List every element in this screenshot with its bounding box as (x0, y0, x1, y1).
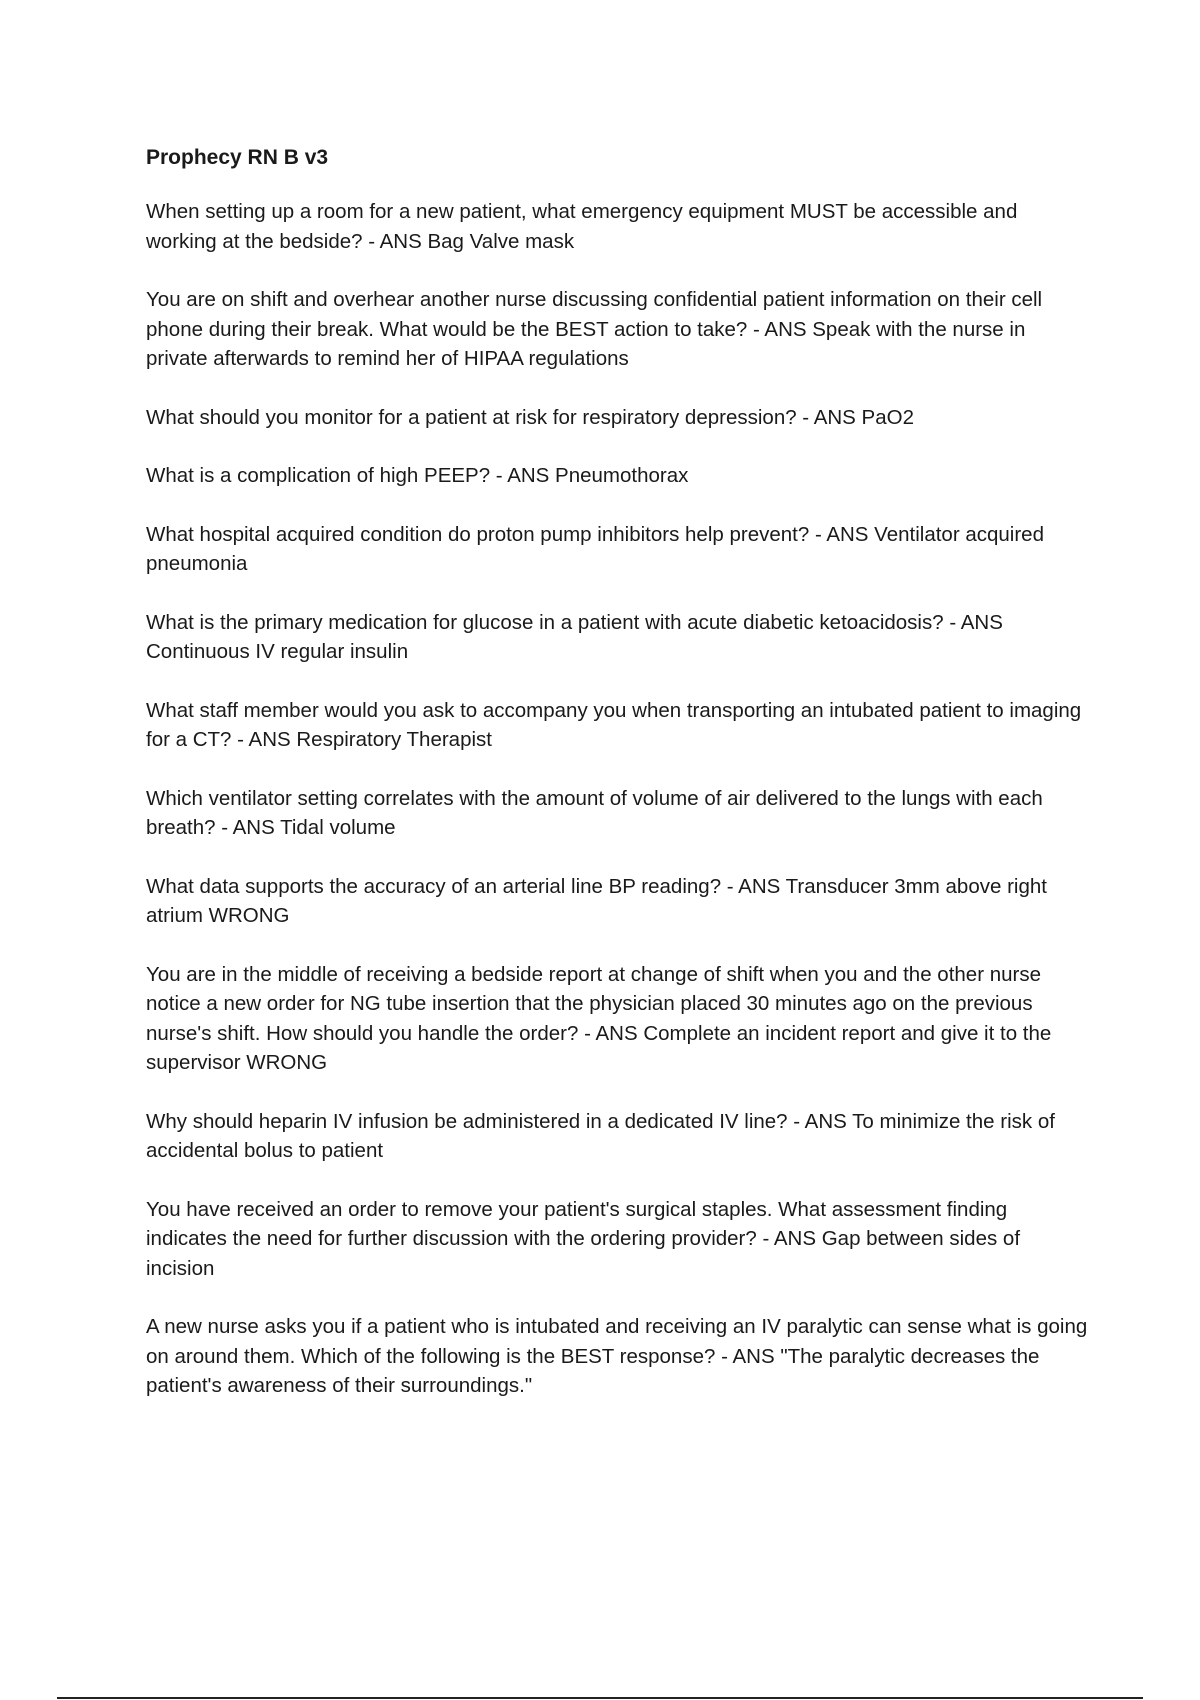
qa-item-1: When setting up a room for a new patient, what emergency equipment MUST be accessible and working at the bedside? - ANS Bag Valve mask (146, 200, 1018, 253)
qa-item-9: What data supports the accuracy of an arterial line BP reading? - ANS Transducer 3mm above right atrium WRONG (146, 874, 1047, 927)
qa-item-5: What hospital acquired condition do proton pump inhibitors help prevent? - ANS Ventilator acquired pneumonia (146, 522, 1044, 575)
qa-item-11: Why should heparin IV infusion be administered in a dedicated IV line? - ANS To minimize the risk of accidental bolus to patient (146, 1109, 1055, 1162)
qa-item-2: You are on shift and overhear another nurse discussing confidential patient information on their cell phone during their break. What would be the BEST action to take? - ANS Speak with the nurse in private afterwards to remind her of HIPAA regulations (146, 288, 1043, 370)
qa-item-12: You have received an order to remove your patient's surgical staples. What assessment finding indicates the need for further discussion with the ordering provider? - ANS Gap between sides of incision (146, 1197, 1021, 1280)
qa-item-13: A new nurse asks you if a patient who is intubated and receiving an IV paralytic can sense what is going on around them. Which of the following is the BEST response? - ANS "The paralytic decreases the patient's awareness of their surroundings." (146, 1315, 1088, 1397)
document-title: Prophecy RN B v3 (146, 146, 329, 169)
qa-item-6: What is the primary medication for glucose in a patient with acute diabetic ketoacidosis? - ANS Continuous IV regular insulin (146, 610, 1003, 663)
qa-item-4: What is a complication of high PEEP? - ANS Pneumothorax (146, 464, 689, 487)
qa-item-10: You are in the middle of receiving a bedside report at change of shift when you and the other nurse notice a new order for NG tube insertion that the physician placed 30 minutes ago on the previous nurse's shift. How should you handle the order? - ANS Complete an incident report and give it to the supervisor WRONG (146, 962, 1052, 1074)
document-page (146, 143, 1091, 1430)
qa-item-7: What staff member would you ask to accompany you when transporting an intubated patient to imaging for a CT? - ANS Respiratory Therapist (146, 698, 1082, 751)
qa-item-8: Which ventilator setting correlates with the amount of volume of air delivered to the lungs with each breath? - ANS Tidal volume (146, 786, 1043, 839)
qa-item-3: What should you monitor for a patient at risk for respiratory depression? - ANS PaO2 (146, 405, 914, 429)
page-bottom-rule (57, 1697, 1143, 1699)
